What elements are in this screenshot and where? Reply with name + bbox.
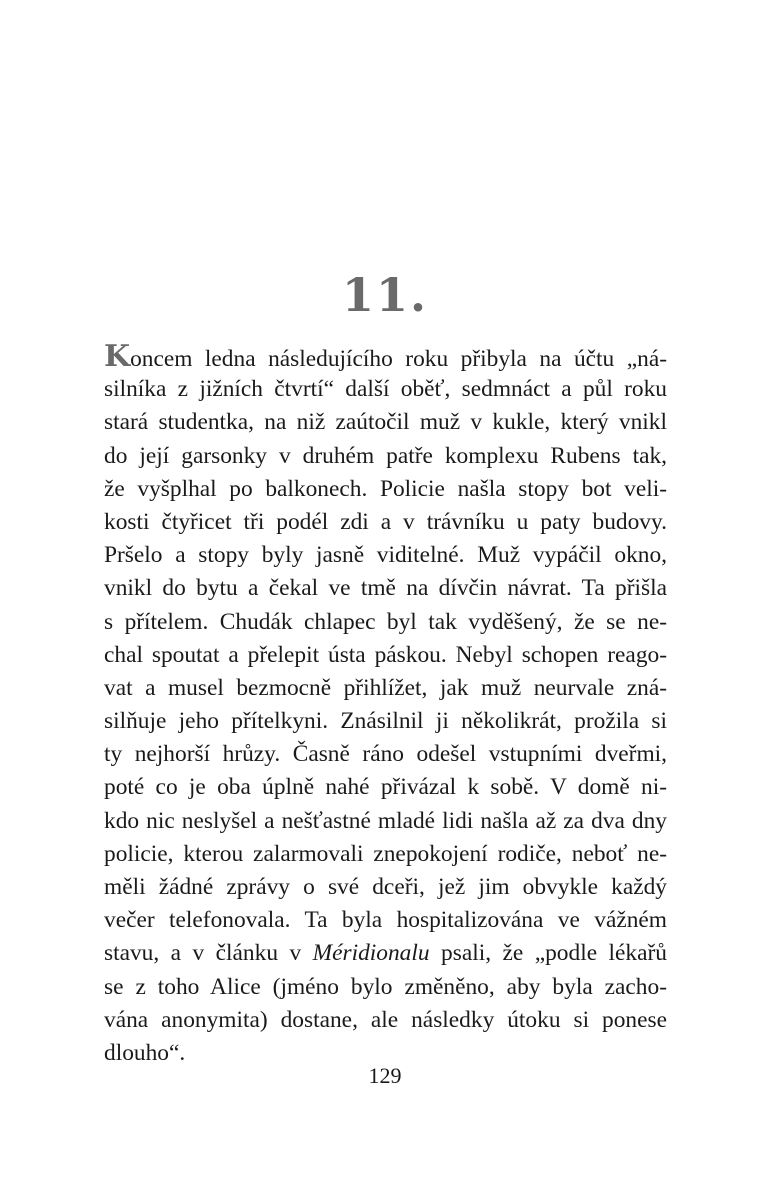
text-line: ty nejhorší hrůzy. Časně ráno odešel vstupními dveřmi, [104, 741, 667, 768]
text-line: kosti čtyřicet tři podél zdi a v trávníku u paty budovy. [104, 508, 667, 535]
text-line [104, 340, 667, 373]
text-line [104, 937, 667, 970]
text-segment: psali, že „podle lékařů [429, 940, 667, 967]
text-line: měli žádné zprávy o své dceři, jež jim obvykle každý [104, 874, 667, 900]
text-line: vána anonymita) dostane, ale následky útoku si ponese [104, 1006, 667, 1033]
text-line: dlouho“. [104, 1039, 186, 1066]
newspaper-title: Méridionalu [312, 940, 430, 967]
chapter-body-paragraph [104, 340, 667, 1070]
text-line: do její garsonky v druhém patře komplexu Rubens tak, [104, 442, 667, 469]
text-line: silníka z jižních čtvrtí“ další oběť, sedmnáct a půl roku [104, 376, 667, 403]
text-line: se z toho Alice (jméno bylo změněno, aby byla zacho- [104, 973, 667, 1000]
chapter-number: 11. [341, 267, 429, 322]
text-line: že vyšplhal po balkonech. Policie našla stopy bot veli- [104, 475, 667, 502]
text-line-content: oncem ledna následujícího roku přibyla na účtu „ná- [130, 346, 667, 372]
text-line: Pršelo a stopy byly jasně viditelné. Muž vypáčil okno, [104, 542, 667, 569]
text-line: policie, kterou zalarmovali znepokojení rodiče, neboť ne- [104, 840, 667, 867]
text-line: vat a musel bezmocně přihlížet, jak muž neurvale zná- [104, 674, 667, 701]
text-line: poté co je oba úplně nahé přivázal k sobě. V domě ni- [104, 774, 667, 801]
text-line: chal spoutat a přelepit ústa páskou. Nebyl schopen reago- [104, 641, 667, 668]
text-line: silňuje jeho přítelkyni. Znásilnil ji několikrát, prožila si [104, 708, 667, 735]
page-number: 129 [368, 1063, 402, 1088]
text-line: vnikl do bytu a čekal ve tmě na dívčin návrat. Ta přišla [104, 575, 667, 602]
text-line: večer telefonovala. Ta byla hospitalizována ve vážném [104, 907, 667, 934]
text-segment: stavu, a v článku v [104, 940, 313, 967]
text-line: kdo nic neslyšel a nešťastné mladé lidi našla až za dva dny [104, 807, 667, 834]
text-line: s přítelem. Chudák chlapec byl tak vyděšený, že se ne- [104, 608, 667, 635]
drop-cap: K [104, 339, 131, 374]
text-line: stará studentka, na niž zaútočil muž v kukle, který vnikl [104, 409, 667, 436]
